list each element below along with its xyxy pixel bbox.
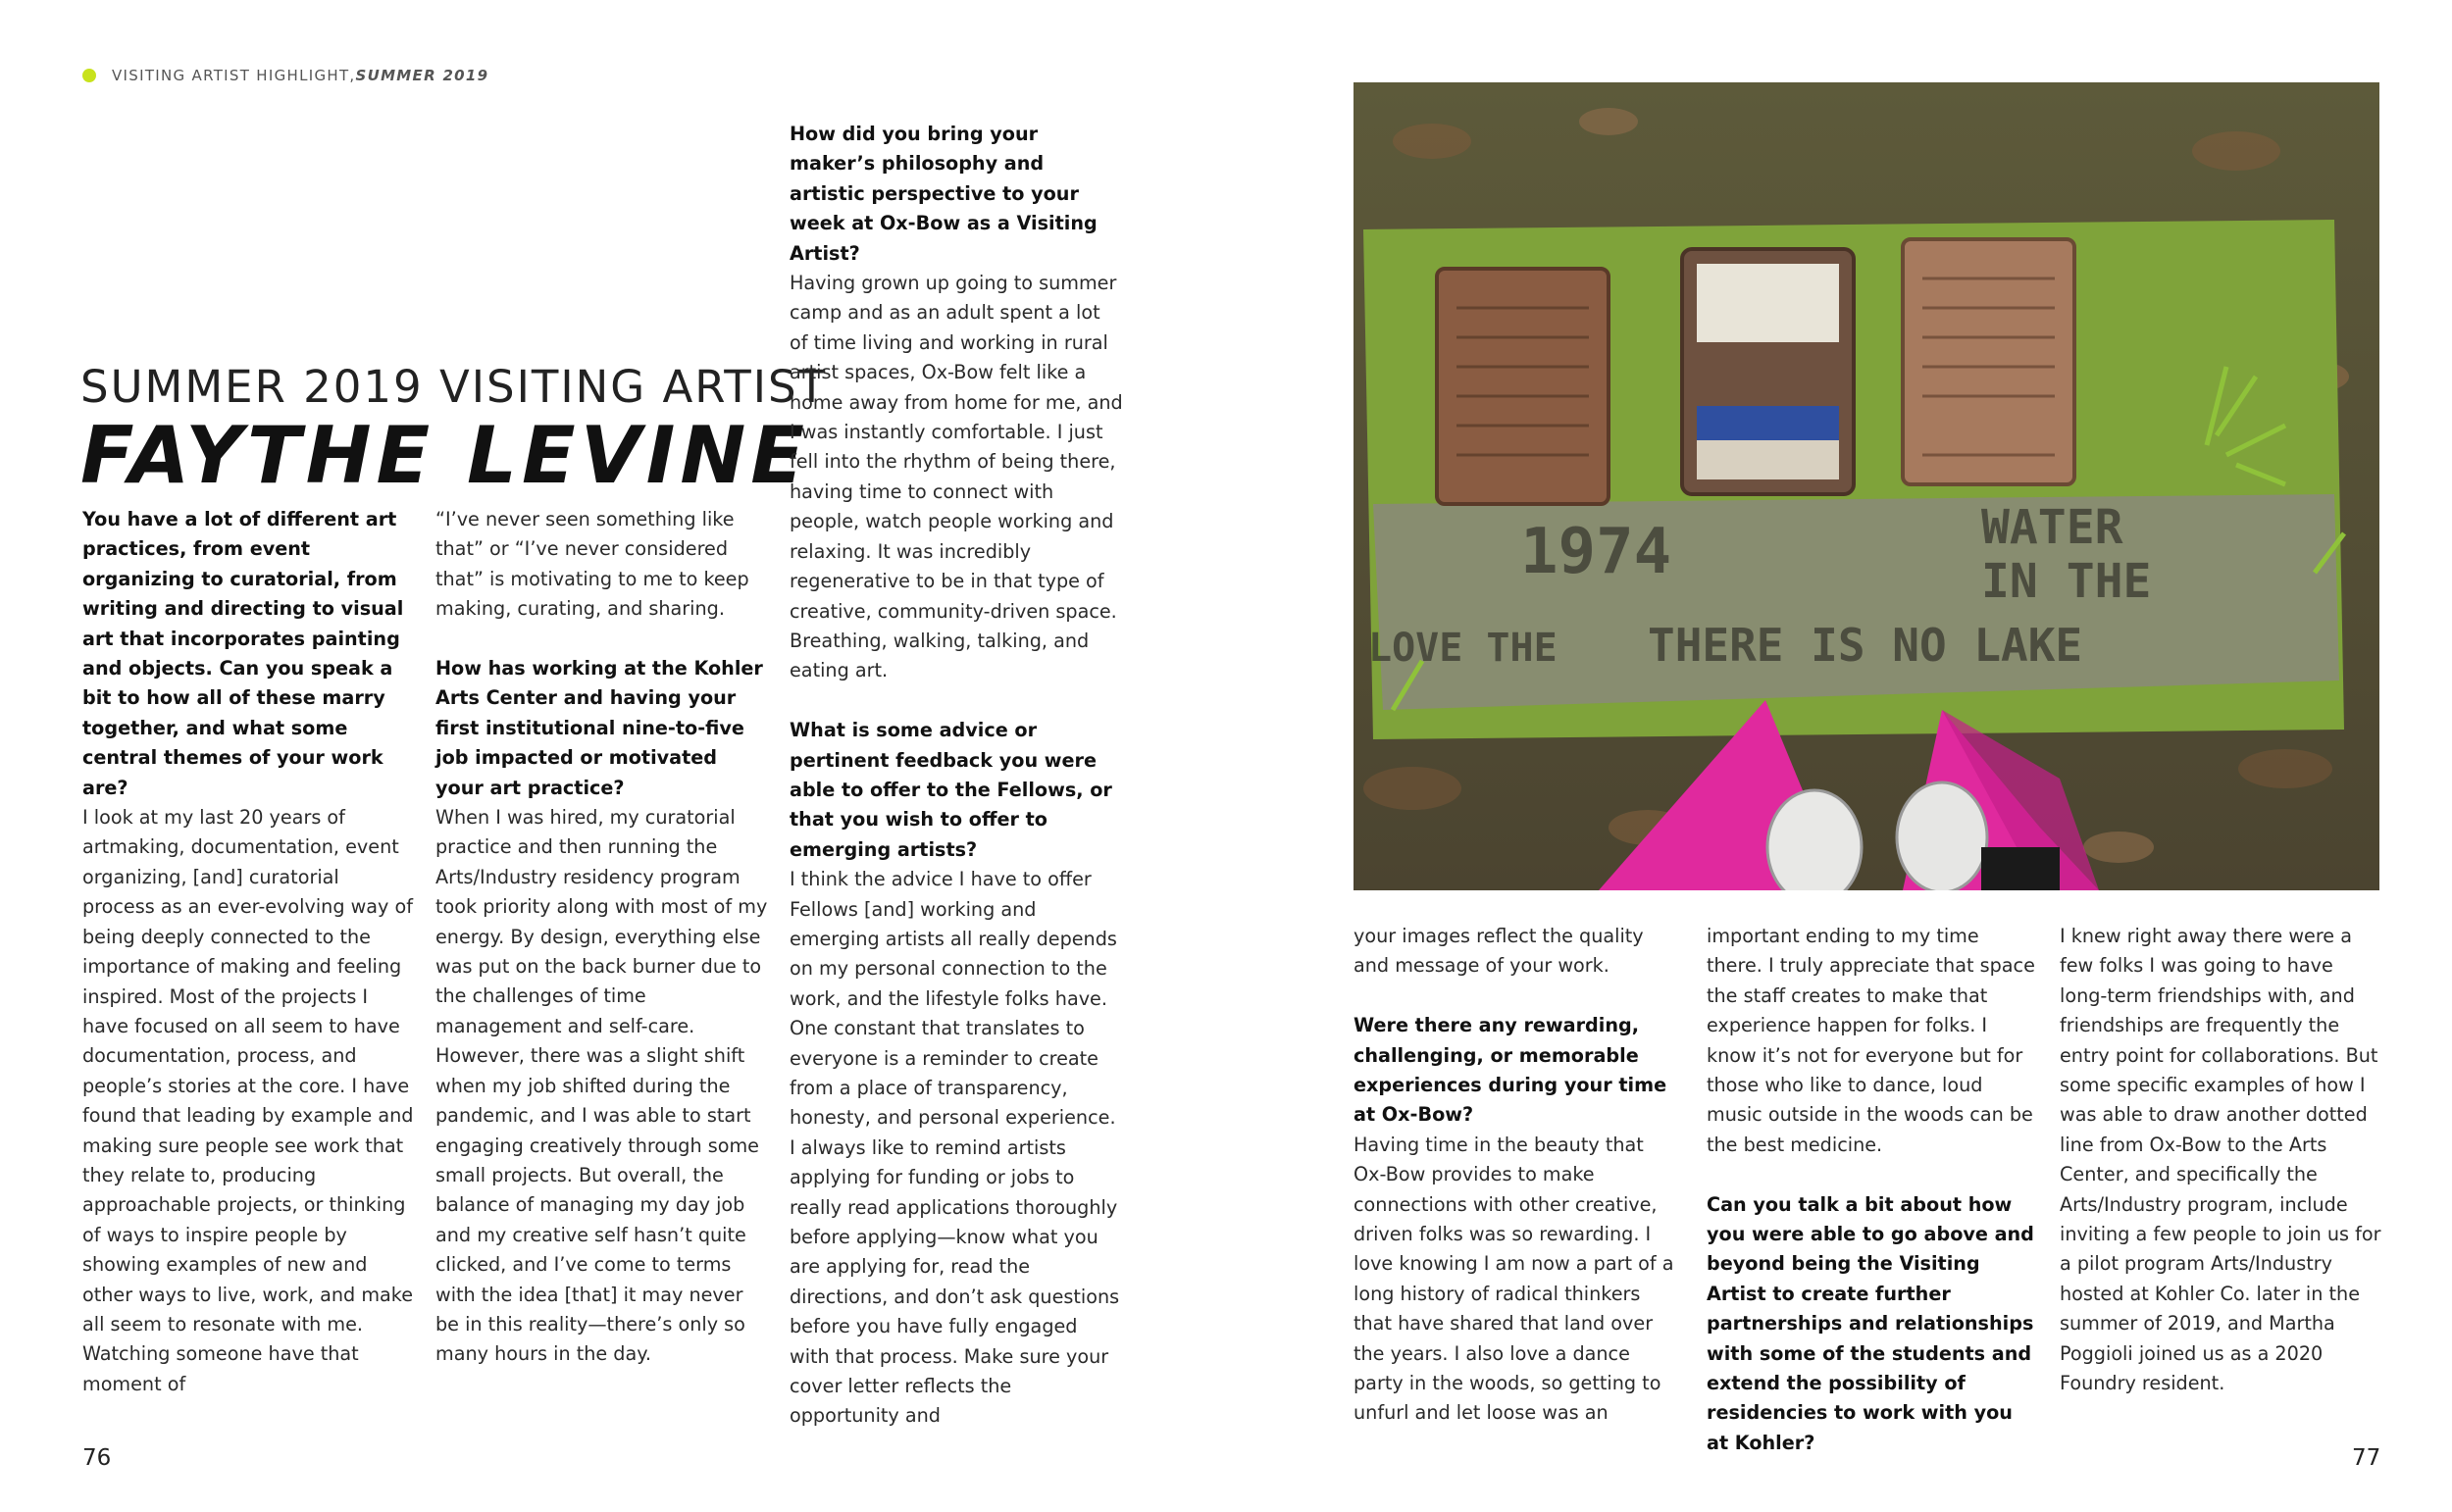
- right-column-1: [1354, 922, 1677, 1429]
- interview-answer: I think the advice I have to offer Fellows [and] working and emerging artists all really depends on my personal connection to the work, and the lifestyle folks have. One constant that translates to everyone is a reminder to create from a place of transparency, honesty, and personal experience. I always like to remind artists applying for funding or jobs to really read applications thoroughly before applying—know what you are applying for, read the directions, and don’t ask questions before you have fully engaged with that process. Make sure your cover letter reflects the opportunity and: [790, 868, 1120, 1428]
- interview-question: Can you talk a bit about how you were able to go above and beyond being the Visiting Artist to create further partnerships and relationships with some of the students and extend the possibility of residencies to work with you at Kohler?: [1707, 1192, 2034, 1454]
- inscription-in-the: IN THE: [1981, 554, 2152, 609]
- interview-answer-continued: “I’ve never seen something like that” or “I’ve never considered that” is motivating to me to keep making, curating, and sharing.: [435, 508, 749, 621]
- interview-question: Were there any rewarding, challenging, or memorable experiences during your time at Ox-Bow?: [1354, 1014, 1667, 1127]
- inscription-water: WATER: [1981, 500, 2123, 555]
- inscription-no-lake: THERE IS NO LAKE: [1648, 619, 2083, 672]
- interview-answer: Having time in the beauty that Ox-Bow provides to make connections with other creative, driven folks was so rewarding. I love knowing I am now a part of a long history of radical thinkers that have shared that land over the years. I also love a dance party in the woods, so getting to unfurl and let loose was an: [1354, 1133, 1674, 1425]
- headline-artist-name: FAYTHE LEVINE: [80, 410, 809, 501]
- feature-photo: [1354, 82, 2379, 890]
- interview-question: What is some advice or pertinent feedback you were able to offer to the Fellows, or that you wish to offer to emerging artists?: [790, 719, 1112, 861]
- section-kicker: [82, 67, 488, 84]
- bullet-dot-icon: [82, 69, 96, 82]
- interview-answer: I knew right away there were a few folks I was going to have long-term friendships with, and friendships are frequently the entry point for collaborations. But some specific examples of how I was able to draw another dotted line from Ox-Bow to the Arts Center, and specifically the Arts/Industry program, include inviting a few people to join us for a pilot program Arts/Industry hosted at Kohler Co. later in the summer of 2019, and Martha Poggioli joined us as a 2020 Foundry resident.: [2060, 925, 2381, 1395]
- right-column-2: [1707, 922, 2035, 1458]
- interview-answer-continued: important ending to my time there. I truly appreciate that space the staff creates to make that experience happen for folks. I know it’s not for everyone but for those who like to dance, loud music outside in the woods can be the best medicine.: [1707, 925, 2035, 1156]
- interview-answer-continued: your images reflect the quality and message of your work.: [1354, 925, 1644, 978]
- interview-answer: I look at my last 20 years of artmaking, documentation, event organizing, [and] curatorial process as an ever-evolving way of being deeply connected to the importance of making and feeling inspired. Most of the projects I have focused on all seem to have documentation, process, and people’s stories at the core. I have found that leading by example and making sure people see work that they relate to, producing approachable projects, or thinking of ways to inspire people by showing examples of new and other ways to live, work, and make all seem to resonate with me. Watching someone have that moment of: [82, 806, 414, 1395]
- interview-question: How has working at the Kohler Arts Center and having your first institutional nine-to-five job impacted or motivated your art practice?: [435, 657, 763, 799]
- interview-answer: When I was hired, my curatorial practice and then running the Arts/Industry residency program took priority along with most of my energy. By design, everything else was put on the back burner due to the challenges of time management and self-care. However, there was a slight shift when my job shifted during the pandemic, and I was able to start engaging creatively through some small projects. But overall, the balance of managing my day job and my creative self hasn’t quite clicked, and I’ve come to terms with the idea [that] it may never be in this reality—there’s only so many hours in the day.: [435, 806, 768, 1366]
- headline-subtitle: SUMMER 2019 VISITING ARTIST: [80, 361, 828, 413]
- page-number: 76: [82, 1445, 112, 1471]
- interview-question: You have a lot of different art practices, from event organizing to curatorial, from writing and directing to visual art that incorporates painting and objects. Can you speak a bit to how all of these marry together, and what some central themes of your work are?: [82, 508, 404, 799]
- feature-photo-image: [1354, 82, 2379, 890]
- kicker-italic: SUMMER 2019: [355, 67, 489, 84]
- right-column-3: [2060, 922, 2383, 1399]
- inscription-love: LOVE THE: [1368, 626, 1558, 671]
- left-column-2: [435, 505, 769, 1370]
- page-number: 77: [2352, 1445, 2381, 1471]
- kicker-text: VISITING ARTIST HIGHLIGHT,: [112, 67, 356, 84]
- interview-answer: Having grown up going to summer camp and as an adult spent a lot of time living and working in rural artist spaces, Ox-Bow felt like a home away from home for me, and I was instantly comfortable. I just fell into the rhythm of being there, having time to connect with people, watch people working and relaxing. It was incredibly regenerative to be in that type of creative, community-driven space. Breathing, walking, talking, and eating art.: [790, 272, 1123, 682]
- left-column-3: [790, 120, 1123, 1432]
- inscription-year: 1974: [1520, 516, 1672, 588]
- left-column-1: [82, 505, 416, 1399]
- interview-question: How did you bring your maker’s philosophy and artistic perspective to your week at Ox-Bow as a Visiting Artist?: [790, 123, 1098, 265]
